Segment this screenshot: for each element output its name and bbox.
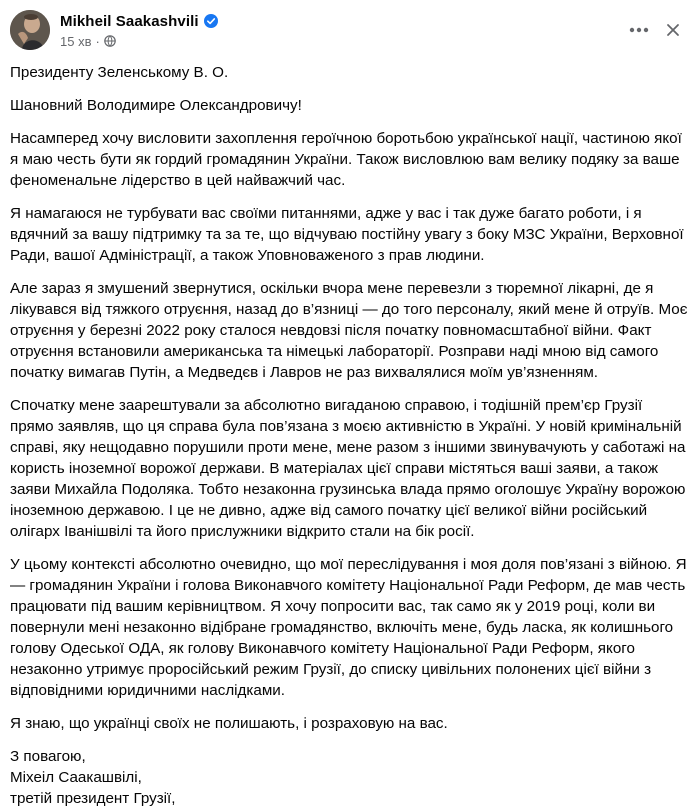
signoff-line: Міхеіл Саакашвілі, bbox=[10, 769, 142, 786]
post-header bbox=[10, 10, 687, 54]
post-paragraph: У цьому контексті абсолютно очевидно, що мої переслідування і моя доля пов’язані з війною. Я — громадянин України і голова Виконавчого комітету Національної Ради Реформ, де мав честь працювати під вашим керівництвом. Я хочу попросити вас, так само як у 2019 році, коли ви повернули мені незаконно відібране громадянство, включіть мене, будь ласка, як колишнього голову Одеської ОДА, як голову Виконавчого комітету Національної Ради Реформ, якого незаконно утримує проросійський режим Грузії, до списку цивільних полонених цієї війни з відповідними юридичними наслідками. bbox=[10, 556, 687, 699]
post-paragraph: Але зараз я змушений звернутися, оскільки вчора мене перевезли з тюремної лікарні, де я лікувався від тяжкого отруєння, назад до в’язниці — до того персоналу, який мене й отруїв. Моє отруєння у березні 2022 року сталося невдовзі після початку повномасштабної війни. Факт отруєння встановили американська та німецькі лабораторії. Розправи наді мною від самого початку вимагав Путін, а Медведєв і Лавров не раз вихвалялися моїм ув’язненням. bbox=[10, 280, 688, 381]
globe-icon[interactable] bbox=[104, 35, 116, 47]
avatar-photo-icon bbox=[10, 10, 50, 50]
more-horizontal-icon bbox=[629, 27, 649, 33]
post-paragraph: Спочатку мене заарештували за абсолютно вигаданою справою, і тодішній прем’єр Грузії прямо заявляв, що ця справа була пов’язана з моєю активністю в Україні. У новій кримінальній справі, яку нещодавно порушили проти мене, мене разом з іншими звинувачують у саботажі на користь іноземної ворожої держави. В матеріалах цієї справи містяться ваші заяви, а також заяви Михайла Подоляка. Тобто незаконна грузинська влада прямо оголошує Україну ворожою іноземною державою. І це не дивно, адже від самого початку цієї великої війни російський олігарх Іванішвілі та його прислужники відкрито стали на бік росії. bbox=[10, 397, 686, 540]
post-paragraph: Шановний Володимире Олександровичу! bbox=[10, 97, 302, 114]
author-name[interactable]: Mikheil Saakashvili bbox=[60, 12, 199, 30]
signoff bbox=[10, 746, 688, 809]
post-paragraph: Я намагаюся не турбувати вас своїми питаннями, адже у вас і так дуже багато роботи, і я вдячний за вашу підтримку та за те, що відчуваю постійну увагу з боку МЗС України, Верховної Ради, вашої Адміністрації, а також Уповноваженого з прав людини. bbox=[10, 205, 684, 264]
post-paragraph: Президенту Зеленському В. О. bbox=[10, 64, 229, 81]
author-line bbox=[60, 11, 218, 31]
more-options-button[interactable] bbox=[627, 18, 651, 42]
verified-badge-icon bbox=[204, 14, 218, 28]
post-timestamp[interactable]: 15 хв bbox=[60, 33, 92, 49]
signoff-line: третій президент Грузії, bbox=[10, 790, 176, 807]
post-body bbox=[10, 62, 688, 809]
post-meta bbox=[60, 33, 116, 49]
signoff-line: З повагою, bbox=[10, 748, 86, 765]
close-post-button[interactable] bbox=[661, 18, 685, 42]
post-paragraph: Я знаю, що українці своїх не полишають, і розраховую на вас. bbox=[10, 715, 448, 732]
meta-separator: · bbox=[95, 33, 100, 49]
close-icon bbox=[666, 23, 680, 37]
avatar[interactable] bbox=[10, 10, 50, 50]
post-paragraph: Насамперед хочу висловити захоплення героїчною боротьбою української нації, частиною якої я маю честь бути як гордий громадянин України. Також висловлюю вам велику подяку за ваше феноменальне лідерство в цей найважчий час. bbox=[10, 130, 682, 189]
